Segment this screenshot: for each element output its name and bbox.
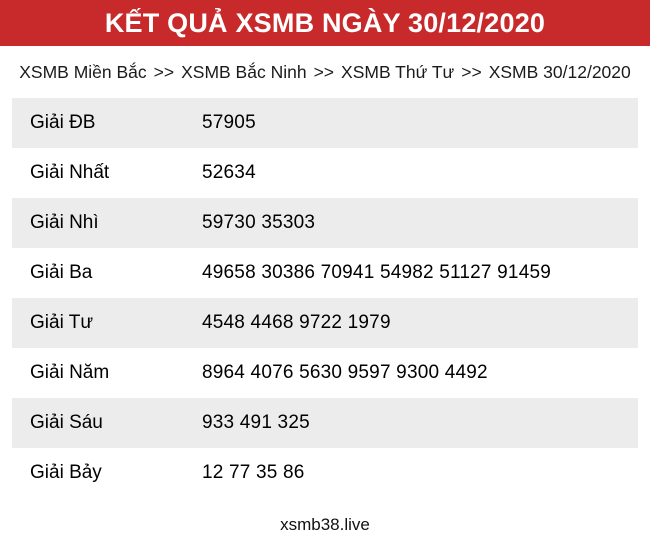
prize-numbers: 57905 xyxy=(202,112,256,133)
breadcrumb-item-weekday[interactable]: XSMB Thứ Tư xyxy=(341,61,455,82)
page-title: KẾT QUẢ XSMB NGÀY 30/12/2020 xyxy=(104,7,546,38)
prize-numbers: 8964 4076 5630 9597 9300 4492 xyxy=(202,362,488,383)
prize-numbers: 933 491 325 xyxy=(202,412,310,433)
results-table xyxy=(12,98,638,498)
prize-label: Giải ĐB xyxy=(30,112,96,133)
prize-label: Giải Nhất xyxy=(30,162,110,183)
prize-numbers: 12 77 35 86 xyxy=(202,462,305,483)
table-row-special-prize xyxy=(12,98,638,148)
prize-numbers: 59730 35303 xyxy=(202,212,316,233)
table-row-third-prize xyxy=(12,248,638,298)
breadcrumb-separator: >> xyxy=(153,61,175,82)
breadcrumb xyxy=(0,46,650,98)
site-name: xsmb38.live xyxy=(280,515,370,534)
prize-label: Giải Ba xyxy=(30,262,93,283)
prize-numbers: 49658 30386 70941 54982 51127 91459 xyxy=(202,262,551,283)
prize-label: Giải Tư xyxy=(30,312,94,333)
breadcrumb-separator: >> xyxy=(313,61,335,82)
header-bar xyxy=(0,0,650,46)
prize-label: Giải Năm xyxy=(30,362,110,383)
breadcrumb-item-region[interactable]: XSMB Miền Bắc xyxy=(19,61,147,82)
breadcrumb-separator: >> xyxy=(461,61,482,82)
prize-label: Giải Bảy xyxy=(30,462,102,483)
table-row-second-prize xyxy=(12,198,638,248)
prize-label: Giải Sáu xyxy=(30,412,103,433)
table-row-first-prize xyxy=(12,148,638,198)
prize-numbers: 4548 4468 9722 1979 xyxy=(202,312,391,333)
footer xyxy=(0,498,650,550)
table-row-sixth-prize xyxy=(12,398,638,448)
breadcrumb-item-date[interactable]: XSMB 30/12/2020 xyxy=(488,61,631,82)
table-row-fifth-prize xyxy=(12,348,638,398)
table-row-seventh-prize xyxy=(12,448,638,498)
prize-label: Giải Nhì xyxy=(30,212,99,233)
table-row-fourth-prize xyxy=(12,298,638,348)
prize-numbers: 52634 xyxy=(202,162,256,183)
breadcrumb-item-province[interactable]: XSMB Bắc Ninh xyxy=(181,61,307,82)
